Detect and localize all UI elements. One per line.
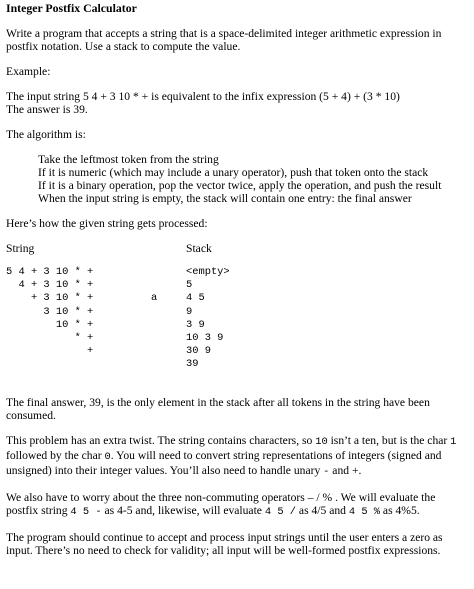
stack-row: 9 — [186, 305, 193, 318]
stack-row: 39 — [186, 358, 199, 371]
closing-paragraph: The program should continue to accept and process input strings until the user enters a zero as input. There’s no need to check for validity; all input will be well-formed postfix expressions. — [6, 531, 443, 557]
document-page — [6, 2, 470, 557]
intro-paragraph: Write a program that accepts a string that is a space-delimited integer arithmetic expression in postfix notation. Use a stack to compute the value. — [6, 27, 442, 53]
twist-text: This problem has an extra twist. The string contains characters, so — [6, 434, 316, 447]
example-line-2: The answer is 39. — [6, 103, 88, 116]
string-row: 3 10 * + — [6, 305, 94, 318]
algorithm-label: The algorithm is: — [6, 128, 86, 141]
final-answer-paragraph: The final answer, 39, is the only element in the stack after all tokens in the string have been consumed. — [6, 396, 430, 422]
algorithm-step: When the input string is empty, the stack will contain one entry: the final answer — [38, 192, 412, 205]
algorithm-steps — [38, 153, 470, 205]
stray-mark: a — [151, 292, 158, 305]
code-token: - — [323, 466, 330, 478]
example-line-1: The input string 5 4 + 3 10 * + is equivalent to the infix expression (5 + 4) + (3 * 10) — [6, 90, 400, 103]
noncommuting-paragraph — [6, 491, 470, 519]
stack-row: 5 — [186, 279, 193, 292]
noncommuting-text: as 4-5 and, likewise, will evaluate — [101, 504, 265, 517]
code-token: 4 5 % — [348, 506, 381, 518]
code-token: 10 — [315, 436, 328, 448]
stack-row: 4 5 — [186, 292, 205, 305]
code-token: 1 — [450, 436, 457, 448]
processing-label: Here’s how the given string gets processed: — [6, 217, 208, 230]
algorithm-step: Take the leftmost token from the string — [38, 153, 219, 166]
stack-row: 10 3 9 — [186, 332, 224, 345]
string-row: 10 * + — [6, 318, 94, 331]
twist-paragraph — [6, 434, 470, 479]
string-row: 5 4 + 3 10 * + — [6, 266, 94, 278]
string-row: 4 + 3 10 * + — [6, 279, 94, 292]
stack-row: 30 9 — [186, 345, 211, 358]
twist-text: followed by the char — [6, 449, 105, 462]
stack-column — [186, 266, 230, 372]
string-column — [6, 266, 93, 358]
stack-row: <empty> — [186, 266, 230, 278]
string-column-header: String — [6, 242, 35, 255]
string-row: + — [6, 345, 94, 358]
code-token: 4 5 - — [70, 506, 102, 518]
twist-text: isn’t a ten, but is the char — [327, 434, 451, 447]
code-token: + — [351, 464, 359, 477]
algorithm-step: If it is numeric (which may include a unary operator), push that token onto the stack — [38, 166, 429, 179]
noncommuting-text: We also have to worry about the three non-commuting operators – / % . We will evaluate the postfix string — [6, 491, 436, 517]
stack-column-header: Stack — [186, 242, 212, 255]
noncommuting-text: as 4%5. — [380, 504, 420, 517]
algorithm-step: If it is a binary operation, pop the vector twice, apply the operation, and push the result — [38, 179, 442, 192]
stack-row: 3 9 — [186, 318, 205, 331]
processing-trace — [6, 266, 470, 384]
code-token: 4 5 / — [264, 506, 297, 518]
twist-text: . You will need to convert string representations of integers (signed and unsigned) into their integer values. You’ll also need to handle unary — [6, 449, 442, 477]
twist-text: and — [329, 464, 352, 477]
string-row: * + — [6, 332, 94, 345]
trace-headers — [6, 242, 470, 256]
code-token: 0 — [104, 451, 111, 463]
example-label: Example: — [6, 65, 51, 78]
string-row: + 3 10 * + — [6, 292, 94, 305]
page-title: Integer Postfix Calculator — [6, 1, 137, 15]
noncommuting-text: as 4/5 and — [296, 504, 349, 517]
twist-text: . — [358, 464, 362, 477]
